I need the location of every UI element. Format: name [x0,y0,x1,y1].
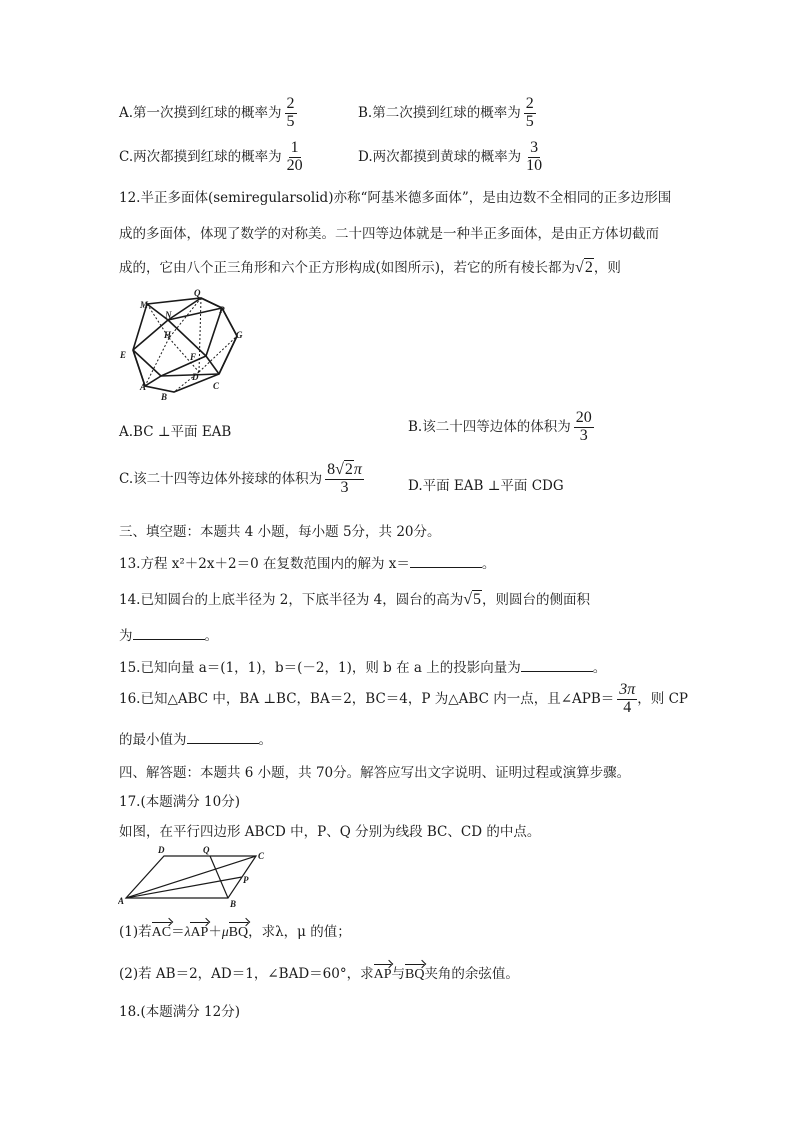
q12-line-3-text: 成的，它由八个正三角形和六个正方形构成(如图所示)，若它的所有棱长都为 [119,260,576,276]
radicand: 5 [473,591,482,608]
figure-edges [126,856,256,898]
q17-header: 17.(本题满分 10分) [119,794,240,810]
cuboctahedron-figure [116,288,248,402]
q17-part-2 [119,962,519,983]
vector-bq: BQ [404,967,425,982]
label-a: A [140,382,147,392]
pi-symbol: π [353,461,362,478]
label-c: C [213,381,220,391]
label-n: N [165,310,172,320]
edge-qd [199,298,201,372]
label-p: P [243,875,249,885]
q12-line-3-end: ，则 [593,260,621,276]
part-label: (1)若 [119,924,152,940]
label-e: E [120,350,127,360]
q11-option-d [358,140,544,175]
q17-part-1 [119,920,351,941]
answer-blank[interactable] [187,731,259,744]
equals-sign: ＝ [171,924,185,940]
q14-line-2 [119,624,218,644]
q16-text: 16.已知△ABC 中，BA ⊥BC，BA＝2，BC＝4，P 为△ABC 内一点，且∠APB＝ [119,690,615,707]
q13-end: 。 [481,556,496,572]
numerator: 3π [619,681,636,698]
denominator: 3 [340,478,349,496]
label-q: Q [203,845,210,855]
sqrt-expression: √2 [335,461,353,478]
edge-gc [219,336,237,374]
coefficient: 8 [327,461,336,478]
q13-text: 13.方程 x²＋2x＋2＝0 在复数范围内的解为 x＝ [119,556,410,572]
fraction [617,682,637,717]
radicand: 2 [344,461,353,478]
q14-line-1 [119,588,590,609]
numerator [325,462,364,480]
mu-symbol: μ [221,924,229,939]
segment-ap [126,877,242,898]
edge-fc [206,356,219,374]
sqrt-expression: √5 [463,591,482,608]
denominator: 20 [286,156,303,174]
lambda-symbol: λ [184,924,191,939]
label-b: B [161,392,168,402]
label-a: A [118,896,125,906]
denominator: 10 [526,156,543,174]
q11-option-c [119,140,305,175]
answer-blank[interactable] [410,555,482,568]
label-p: P [219,305,225,315]
q11-option-b [358,96,536,131]
q18-header: 18.(本题满分 12分) [119,1004,240,1020]
q12-line-2: 成的多面体，体现了数学的对称美。二十四等边体就是一种半正多面体，是由正方体切截而 [119,226,659,242]
label-m: M [140,300,149,310]
numerator: 2 [525,95,534,112]
numerator: 1 [290,139,299,156]
edge-pf [206,308,222,356]
section-3-heading: 三、填空题：本题共 4 小题，每小题 5分，共 20分。 [119,524,441,540]
label-b: B [230,899,237,908]
label-h: H [164,330,172,340]
vector-ap: AP [190,925,209,940]
vector-ap: AP [373,967,392,982]
q13 [119,552,495,572]
option-text: B.第二次摸到红球的概率为 [358,104,521,121]
fraction [524,96,536,131]
q12-option-d: D.平面 EAB ⊥平面 CDG [408,478,564,494]
q14-text-end: ，则圆台的侧面积 [482,592,591,608]
fraction [325,462,364,497]
answer-blank[interactable] [521,659,593,672]
q14-end: 。 [204,628,218,644]
q16-end: 。 [258,732,272,748]
fraction [285,96,297,131]
label-q: Q [194,288,201,298]
q15 [119,656,606,676]
denominator: 5 [286,112,295,130]
q16-text-end: ，则 CP [637,690,688,707]
q17-text: 如图，在平行四边形 ABCD 中，P、Q 分别为线段 BC、CD 的中点。 [119,824,541,840]
numerator: 20 [575,409,592,426]
q16-line-1 [119,682,688,717]
q11-option-a [119,96,297,131]
numerator: 3 [530,139,539,156]
label-d: D [158,845,165,855]
option-text: A.第一次摸到红球的概率为 [119,104,282,121]
label-d: D [192,372,199,382]
label-f: F [190,352,197,362]
q15-text: 15.已知向量 a＝(1，1)，b＝(－2，1)，则 b 在 a 上的投影向量为 [119,660,521,676]
fraction [285,140,305,175]
vector-ac: AC [151,925,172,940]
q15-end: 。 [592,660,607,676]
segment-bq [210,856,228,898]
q14-text: 14.已知圆台的上底半径为 2，下底半径为 4，圆台的高为 [119,592,464,608]
q12-option-c [119,462,364,497]
q12-option-b [408,410,594,445]
q12-line-3 [119,256,621,277]
q16-line-2-text: 的最小值为 [119,732,187,748]
part-text-end: 夹角的余弦值。 [424,966,519,982]
answer-blank[interactable] [133,627,205,640]
fraction [574,410,594,445]
q12-option-a: A.BC ⊥平面 EAB [119,424,232,440]
sqrt-expression: √2 [575,259,593,276]
numerator: 2 [286,95,295,112]
vector-bq: BQ [228,925,249,940]
q16-line-2 [119,728,272,748]
q14-line-2-text: 为 [119,628,133,644]
part-text: ，求λ，μ 的值； [248,924,351,940]
denominator: 3 [579,426,588,444]
label-g: G [236,330,243,340]
option-text: C.两次都摸到红球的概率为 [119,148,282,165]
section-4-heading: 四、解答题：本题共 6 小题，共 70分。解答应写出文字说明、证明过程或演算步骤。 [119,765,631,781]
option-text: C.该二十四等边体外接球的体积为 [119,470,323,487]
connector-text: 与 [391,966,405,982]
fraction [524,140,544,175]
parallelogram-figure [118,842,274,908]
part-text: (2)若 AB＝2，AD＝1，∠BAD＝60°，求 [119,966,374,982]
edge-bc [161,374,219,376]
option-text: B.该二十四等边体的体积为 [408,418,571,435]
label-c: C [258,851,265,861]
q12-line-1: 12.半正多面体(semiregularsolid)亦称“阿基米德多面体”，是由边数不全相同的正多边形围 [119,190,672,206]
denominator: 5 [525,112,534,130]
radicand: 2 [584,259,593,276]
plus-sign: ＋ [208,924,222,940]
option-text: D.两次都摸到黄球的概率为 [358,148,522,165]
denominator: 4 [623,698,632,716]
